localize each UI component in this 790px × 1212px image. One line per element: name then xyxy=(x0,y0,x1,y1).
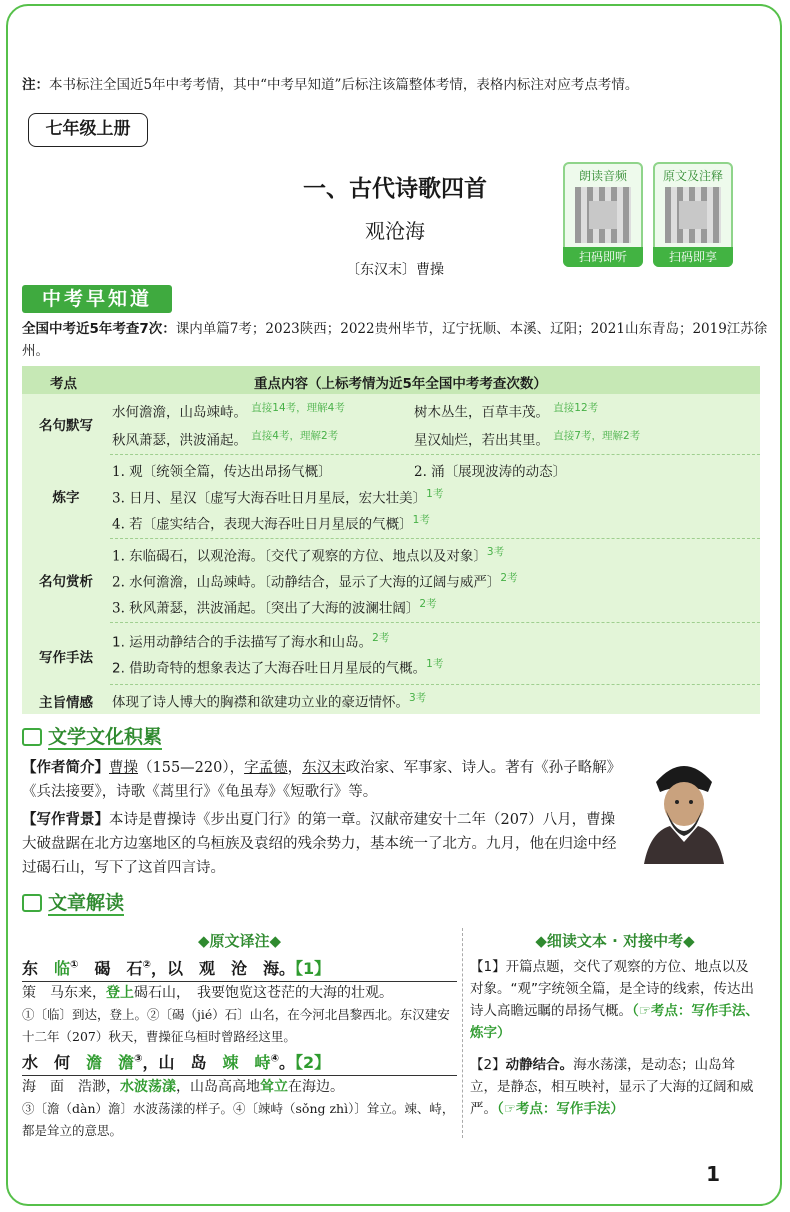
footnote-1: ①〔临〕到达，登上。②〔碣（jié）石〕山名，在今河北昌黎西北。东汉建安十二年（207）秋天，曹操征乌桓时曾路经这里。 xyxy=(22,1007,450,1044)
pen-icon xyxy=(22,894,42,912)
lesson-title: 观沧海 xyxy=(365,219,425,243)
page-title: 一、古代诗歌四首 xyxy=(303,176,487,202)
column-divider xyxy=(462,928,463,1138)
writing-background: 【写作背景】本诗是曹操诗《步出夏门行》的第一章。汉献帝建安十二年（207）八月，曹操大破盘踞在北方边塞地区的乌桓族及袁绍的残余势力，基本统一了北方。九月，他在归途中经过碣石山，写下了这首四言诗。 xyxy=(22,812,617,876)
table-row: 星汉灿烂，若出其里。 $^{直接7考,理解2考}$ xyxy=(414,430,641,449)
qr-annotation[interactable]: 原文及注释 扫码即享 xyxy=(653,162,733,267)
table-row: 3. 秋风萧瑟，洪波涌起。〔突出了大海的波澜壮阔〕$^{2考}$ xyxy=(112,598,437,617)
page-number: 1 xyxy=(706,1162,720,1186)
table-row: 3. 日月、星汉〔虚写大海吞吐日月星辰，宏大壮美〕$^{1考}$ xyxy=(112,488,444,507)
section-analysis: 文章解读 xyxy=(22,888,124,915)
footnote-2: ③〔澹（dàn）澹〕水波荡漾的样子。④〔竦峙（sǒng zhì）〕耸立。竦、峙，都是耸立的意思。 xyxy=(22,1101,455,1138)
table-row: 1. 观〔统领全篇，传达出昂扬气概〕 xyxy=(112,464,332,480)
grade-badge: 七年级上册 xyxy=(28,113,148,147)
table-row: 树木丛生，百草丰茂。 $^{直接12考}$ xyxy=(414,402,599,421)
reading-note-1: 【1】开篇点题，交代了观察的方位、地点以及对象。“观”字统领全篇，是全诗的线索，传达出诗人高瞻远瞩的昂扬气概。（☞考点：写作手法、炼字） xyxy=(470,959,759,1041)
cat-technique: 写作手法 xyxy=(39,650,93,666)
key-points-table xyxy=(22,366,760,714)
section-culture: 文学文化积累 xyxy=(22,722,162,749)
table-row: 秋风萧瑟，洪波涌起。 $^{直接4考,理解2考}$ xyxy=(112,430,339,449)
table-row: 体现了诗人博大的胸襟和欲建功立业的豪迈情怀。$^{3考}$ xyxy=(112,692,427,711)
qr-audio[interactable]: 朗读音频 扫码即听 xyxy=(563,162,643,267)
table-row: 2. 借助奇特的想象表达了大海吞吐日月星辰的气概。$^{1考}$ xyxy=(112,658,444,677)
exam-stats: 全国中考近5年考查7次：课内单篇7考；2023陕西；2022贵州毕节，辽宁抚顺、本溪、辽阳；2021山东青岛；2019江苏徐州。 xyxy=(22,321,768,359)
table-row: 1. 运用动静结合的手法描写了海水和山岛。$^{2考}$ xyxy=(112,632,390,651)
header-note: 注：本书标注全国近5年中考考情，其中“中考早知道”后标注该篇整体考情，表格内标注对应考点考情。 xyxy=(22,77,639,93)
cat-theme: 主旨情感 xyxy=(39,695,93,711)
translation-1: 策 马东来，登上碣石山， 我要饱览这苍茫的大海的壮观。 xyxy=(22,985,393,1001)
qr-code-icon xyxy=(665,187,721,243)
table-header: 考点 重点内容（上标考情为近5年全国中考考查次数） xyxy=(22,366,760,394)
cat-appreciation: 名句赏析 xyxy=(39,574,93,590)
right-column-header: ◆细读文本 · 对接中考◆ xyxy=(535,932,695,950)
translation-2: 海 面 浩渺，水波荡漾，山岛高高地耸立在海边。 xyxy=(22,1079,344,1095)
poem-line-2: 水 何 澹 澹③，山 岛 竦 峙④。【2】 海 面 浩渺，水波荡漾，山岛高高地耸立在海边。 ③〔澹（dàn）澹〕水波荡漾的样子。④〔竦峙（sǒng zhì）〕耸立。竦、峙，都是耸立的意思。 xyxy=(22,1050,457,1142)
cat-word-refining: 炼字 xyxy=(52,490,80,506)
section-banner: 中考早知道 xyxy=(22,285,172,313)
author-portrait xyxy=(636,752,732,864)
author-bio: 【作者简介】曹操（155—220），字孟德，东汉末政治家、军事家、诗人。著有《孙子略解》《兵法接要》，诗歌《蒿里行》《龟虽寿》《短歌行》等。 xyxy=(22,760,622,800)
table-row: 水何澹澹，山岛竦峙。 $^{直接14考,理解4考}$ xyxy=(112,402,345,421)
book-icon xyxy=(22,728,42,746)
author-line: 〔东汉末〕曹操 xyxy=(346,262,444,278)
reading-note-2: 【2】动静结合。海水荡漾，是动态；山岛耸立，是静态，相互映衬，显示了大海的辽阔和威严。（☞考点：写作手法） xyxy=(470,1057,754,1117)
left-column-header: ◆原文译注◆ xyxy=(197,932,282,950)
qr-code-icon xyxy=(575,187,631,243)
table-row: 2. 涌〔展现波涛的动态〕 xyxy=(414,464,567,480)
table-row: 2. 水何澹澹，山岛竦峙。〔动静结合，显示了大海的辽阔与威严〕$^{2考}$ xyxy=(112,572,518,591)
cat-famous-lines: 名句默写 xyxy=(39,418,93,434)
table-row: 1. 东临碣石，以观沧海。〔交代了观察的方位、地点以及对象〕$^{3考}$ xyxy=(112,546,505,565)
table-row: 4. 若〔虚实结合，表现大海吞吐日月星辰的气概〕$^{1考}$ xyxy=(112,514,430,533)
poem-line-1: 东 临① 碣 石②，以 观 沧 海。【1】 策 马东来，登上碣石山， 我要饱览这苍茫的大海的壮观。 ①〔临〕到达，登上。②〔碣（jié）石〕山名，在今河北昌黎西北。东汉建安十二年（207）秋天，曹操征乌桓时曾路经这里。 xyxy=(22,956,457,1048)
